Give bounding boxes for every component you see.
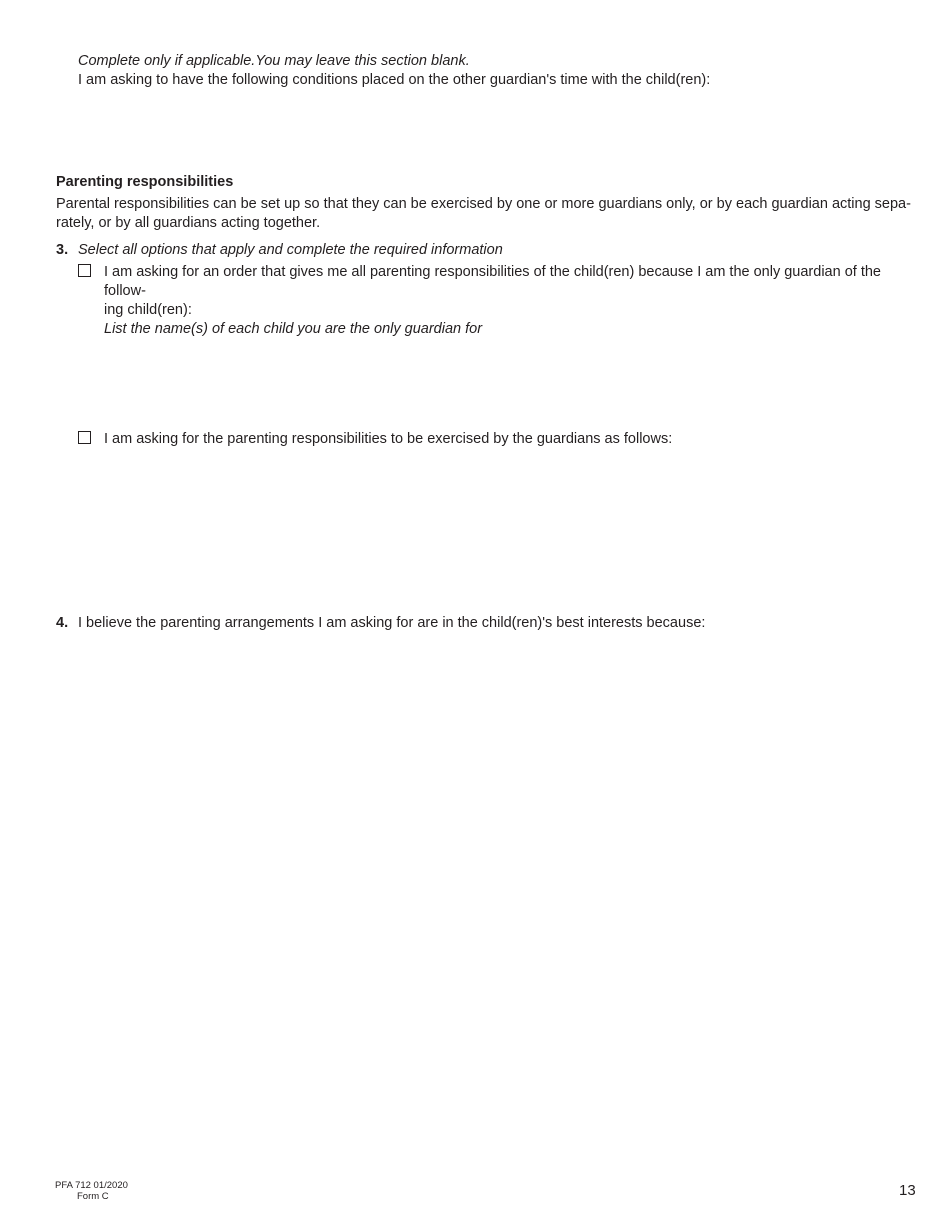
item3-instruction: Select all options that apply and complete the required information — [78, 242, 503, 258]
section-paragraph-line: Parental responsibilities can be set up so that they can be exercised by one or more guardians only, or by each guardian acting sepa- — [56, 196, 911, 212]
option1-hint: List the name(s) of each child you are the only guardian for — [104, 321, 483, 337]
option2-text: I am asking for the parenting responsibilities to be exercised by the guardians as follows: — [104, 431, 673, 447]
section-heading: Parenting responsibilities — [56, 174, 234, 190]
section-paragraph — [56, 195, 916, 233]
footer-form-code: PFA 712 01/2020 — [55, 1180, 128, 1191]
child-names-answer-area[interactable] — [104, 322, 894, 422]
footer-form-name: Form C — [77, 1191, 109, 1202]
section-paragraph-line: rately, or by all guardians acting together. — [56, 215, 321, 231]
option2-checkbox[interactable] — [78, 431, 91, 444]
option1-line: I am asking for an order that gives me all parenting responsibilities of the child(ren) because I am the only guardian of the follow- — [104, 264, 881, 299]
conditions-answer-area[interactable] — [78, 95, 888, 165]
item-number: 4. — [56, 615, 69, 631]
option1-line: ing child(ren): — [104, 302, 192, 318]
best-interests-answer-area[interactable] — [78, 640, 894, 1160]
item4-statement: I believe the parenting arrangements I am asking for are in the child(ren)'s best interests because: — [78, 615, 706, 631]
page-number: 13 — [899, 1182, 916, 1199]
conditions-instruction: Complete only if applicable.You may leave this section blank. — [78, 53, 470, 69]
item-number: 3. — [56, 242, 69, 258]
conditions-statement: I am asking to have the following conditions placed on the other guardian's time with the child(ren): — [78, 72, 711, 88]
responsibilities-answer-area[interactable] — [104, 454, 894, 604]
option1-checkbox[interactable] — [78, 264, 91, 277]
